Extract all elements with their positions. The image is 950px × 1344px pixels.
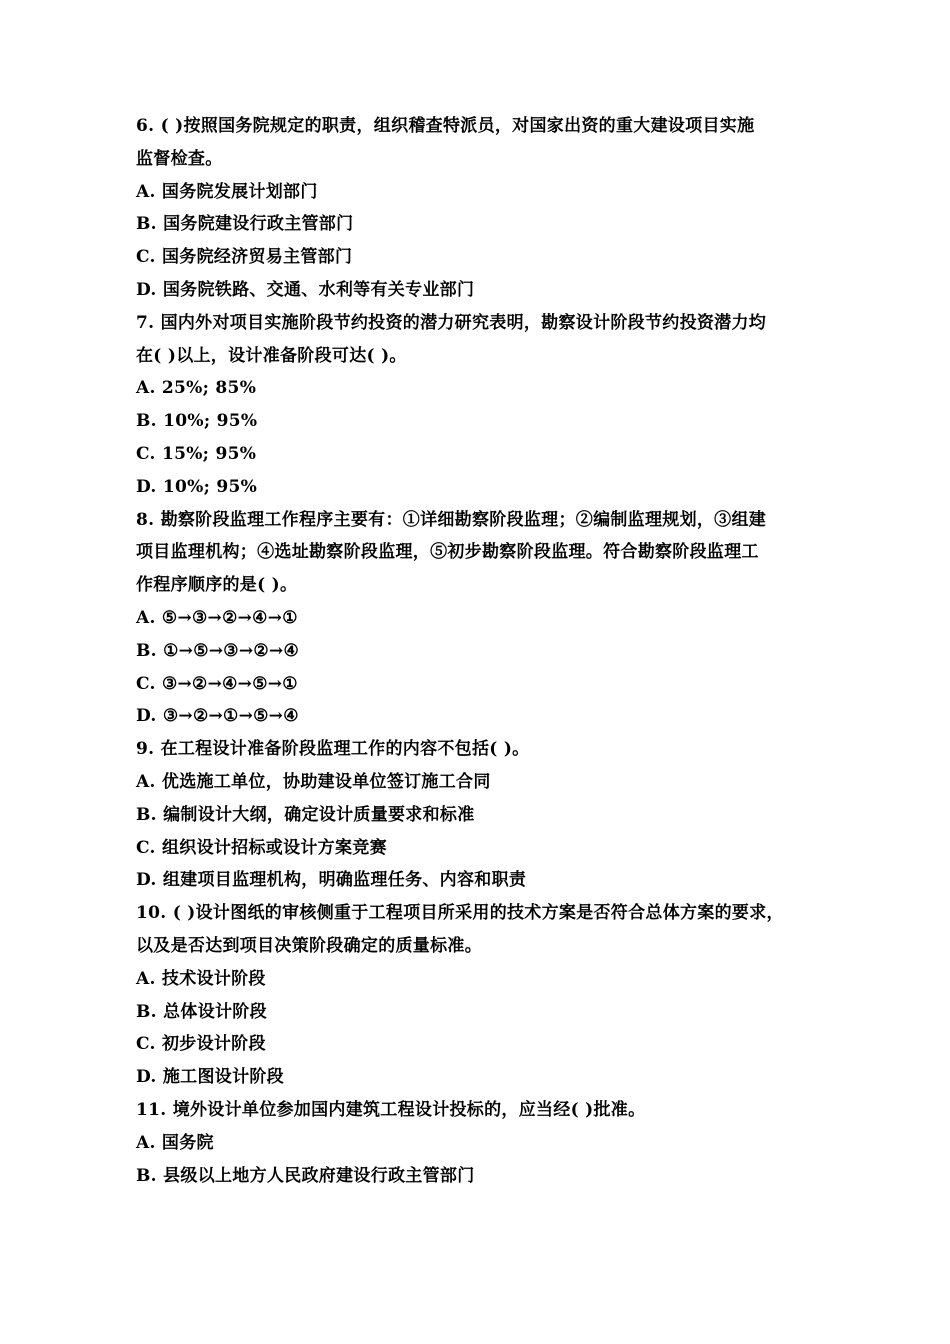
q6-stem-line-1: 6. ( )按照国务院规定的职责，组织稽查特派员，对国家出资的重大建设项目实施 [136, 116, 755, 136]
q10-option-c: C. 初步设计阶段 [136, 1034, 266, 1055]
q11-option-b: B. 县级以上地方人民政府建设行政主管部门 [136, 1165, 475, 1186]
q7-option-b: B. 10%; 95% [136, 411, 258, 432]
q9-option-a: A. 优选施工单位，协助建设单位签订施工合同 [136, 771, 491, 792]
q8-stem-line-2: 项目监理机构；④选址勘察阶段监理，⑤初步勘察阶段监理。符合勘察阶段监理工 [136, 542, 759, 563]
q7-stem-line-1: 7. 国内外对项目实施阶段节约投资的潜力研究表明，勘察设计阶段节约投资潜力均 [136, 312, 767, 333]
q6-option-d: D. 国务院铁路、交通、水利等有关专业部门 [136, 279, 475, 300]
q8-option-d: D. ③→②→①→⑤→④ [136, 706, 299, 727]
q6-option-a: A. 国务院发展计划部门 [136, 181, 318, 202]
q9-option-b: B. 编制设计大纲，确定设计质量要求和标准 [136, 804, 475, 825]
q8-option-c: C. ③→②→④→⑤→① [136, 673, 298, 694]
document-page [136, 110, 856, 1192]
q10-stem-line-1: 10. ( )设计图纸的审核侧重于工程项目所采用的技术方案是否符合总体方案的要求， [136, 903, 784, 924]
q11-stem: 11. 境外设计单位参加国内建筑工程设计投标的，应当经( )批准。 [136, 1099, 646, 1120]
q10-option-a: A. 技术设计阶段 [136, 968, 266, 989]
q6-option-b: B. 国务院建设行政主管部门 [136, 214, 354, 235]
q6-option-c: C. 国务院经济贸易主管部门 [136, 247, 353, 268]
q10-option-b: B. 总体设计阶段 [136, 1001, 267, 1022]
q9-option-c: C. 组织设计招标或设计方案竞赛 [136, 837, 387, 858]
q8-stem-line-1: 8. 勘察阶段监理工作程序主要有：①详细勘察阶段监理；②编制监理规划，③组建 [136, 509, 767, 530]
q10-option-d: D. 施工图设计阶段 [136, 1067, 284, 1088]
q9-stem: 9. 在工程设计准备阶段监理工作的内容不包括( )。 [136, 739, 530, 760]
q9-option-d: D. 组建项目监理机构，明确监理任务、内容和职责 [136, 870, 527, 891]
q7-option-a: A. 25%; 85% [136, 378, 257, 399]
q11-option-a: A. 国务院 [136, 1132, 214, 1153]
q10-stem-line-2: 以及是否达到项目决策阶段确定的质量标准。 [136, 935, 482, 956]
q8-option-b: B. ①→⑤→③→②→④ [136, 640, 299, 661]
q8-option-a: A. ⑤→③→②→④→① [136, 607, 298, 628]
q6-stem-line-2: 监督检查。 [136, 148, 223, 169]
q7-stem-line-2: 在( )以上，设计准备阶段可达( )。 [136, 345, 407, 366]
q7-option-c: C. 15%; 95% [136, 443, 257, 464]
q8-stem-line-3: 作程序顺序的是( )。 [136, 575, 298, 596]
q7-option-d: D. 10%; 95% [136, 476, 258, 497]
